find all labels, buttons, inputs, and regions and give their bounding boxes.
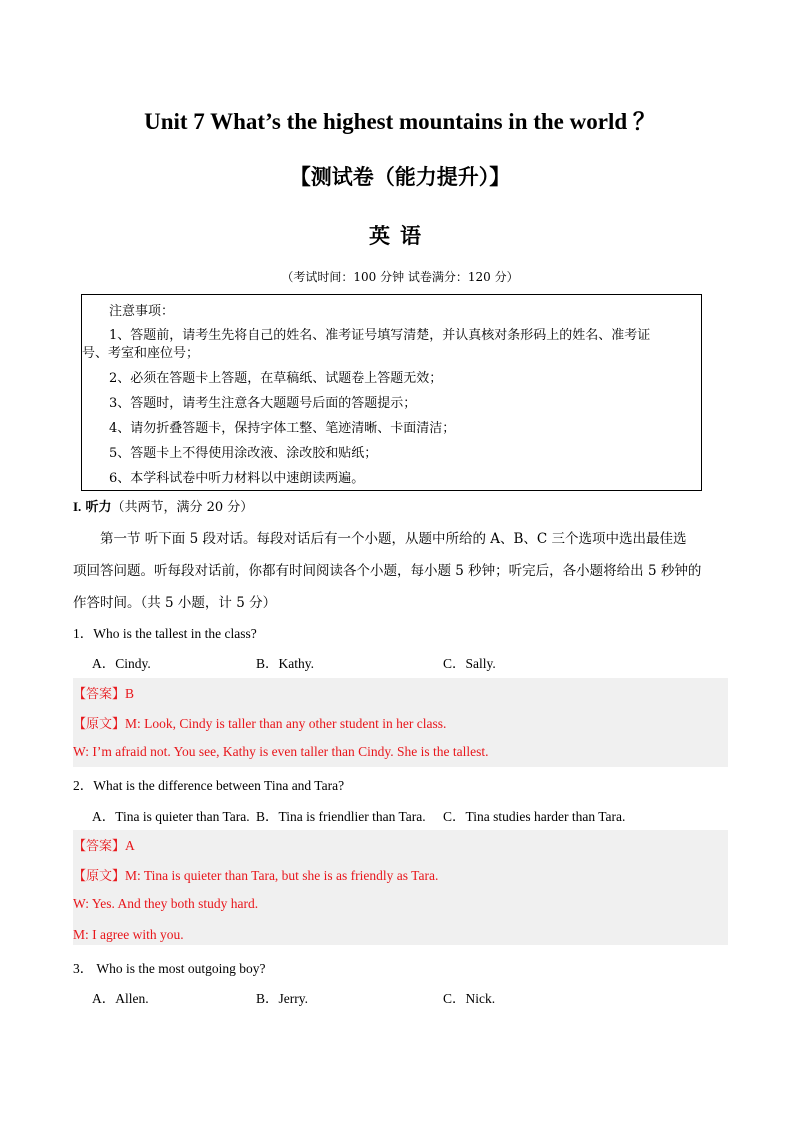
script-tag: 【原文】 xyxy=(73,869,126,884)
section-heading xyxy=(73,496,253,515)
script-text: M: Tina is quieter than Tara, but she is as friendly as Tara. xyxy=(125,868,439,883)
subject-label: 英语 xyxy=(369,224,431,248)
answer-tag: 【答案】 xyxy=(73,687,126,702)
script-tag: 【原文】 xyxy=(73,717,126,732)
option-a: A．Allen. xyxy=(92,991,149,1006)
page-title: Unit 7 What’s the highest mountains in the world ？ xyxy=(144,109,656,134)
option-c: C．Tina studies harder than Tara. xyxy=(443,809,626,824)
notice-heading: 注意事项： xyxy=(109,304,175,319)
option-b: B．Tina is friendlier than Tara. xyxy=(256,809,426,824)
answer-value: B xyxy=(125,686,135,701)
page-subtitle: 【测试卷（能力提升）】 xyxy=(289,165,511,189)
option-c: C．Sally. xyxy=(443,656,496,671)
answer-line xyxy=(73,835,135,854)
answer-line xyxy=(73,683,134,702)
section-number: I. xyxy=(73,499,82,514)
instruction-line: 项回答问题。听每段对话前，你都有时间阅读各个小题，每小题 5 秒钟；听完后，各小题将给出 5 秒钟的 xyxy=(73,563,702,579)
notice-item: 6、本学科试卷中听力材料以中速朗读两遍。 xyxy=(109,471,365,486)
answer-value: A xyxy=(125,838,135,853)
notice-box xyxy=(81,294,702,491)
notice-item: 4、请勿折叠答题卡，保持字体工整、笔迹清晰、卡面清洁； xyxy=(109,421,456,436)
exam-info: （考试时间：100 分钟 试卷满分：120 分） xyxy=(281,270,519,284)
option-c: C．Nick. xyxy=(443,991,496,1006)
question-stem: 3． Who is the most outgoing boy? xyxy=(73,961,266,976)
script-line: W: I’m afraid not. You see, Kathy is even taller than Cindy. She is the tallest. xyxy=(73,744,489,759)
script-line: M: I agree with you. xyxy=(73,927,184,942)
question-stem: 2．What is the difference between Tina and Tara? xyxy=(73,778,345,793)
script-line xyxy=(73,865,438,884)
question-stem: 1．Who is the tallest in the class? xyxy=(73,626,257,641)
option-a: A．Cindy. xyxy=(92,656,151,671)
notice-item: 3、答题时，请考生注意各大题题号后面的答题提示； xyxy=(109,396,417,411)
script-line: W: Yes. And they both study hard. xyxy=(73,896,259,911)
instruction-line: 第一节 听下面 5 段对话。每段对话后有一个小题，从题中所给的 A、B、C 三个选项中选出最佳选 xyxy=(100,531,687,547)
instruction-line: 作答时间。（共 5 小题，计 5 分） xyxy=(73,595,277,611)
notice-item: 2、必须在答题卡上答题，在草稿纸、试题卷上答题无效； xyxy=(109,371,443,386)
section-name: 听力 xyxy=(85,499,112,514)
notice-item: 号、考室和座位号； xyxy=(82,346,200,361)
notice-item: 5、答题卡上不得使用涂改液、涂改胶和贴纸； xyxy=(109,446,378,461)
answer-tag: 【答案】 xyxy=(73,839,126,854)
section-info: （共两节，满分 20 分） xyxy=(111,500,254,515)
option-b: B．Kathy. xyxy=(256,656,314,671)
option-b: B．Jerry. xyxy=(256,991,308,1006)
option-a: A．Tina is quieter than Tara. xyxy=(92,809,250,824)
notice-item: 1、答题前，请考生先将自己的姓名、准考证号填写清楚，并认真核对条形码上的姓名、准考证 xyxy=(109,328,651,343)
script-line xyxy=(73,713,446,732)
script-text: M: Look, Cindy is taller than any other student in her class. xyxy=(125,716,447,731)
